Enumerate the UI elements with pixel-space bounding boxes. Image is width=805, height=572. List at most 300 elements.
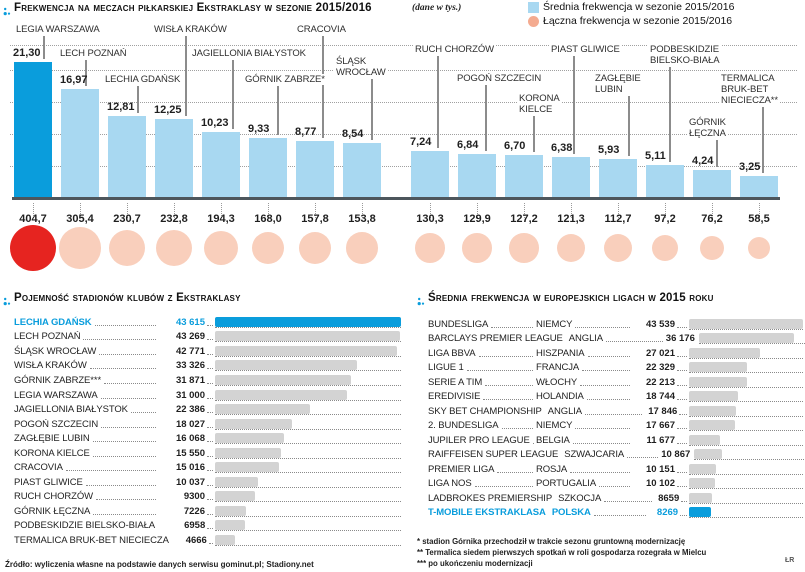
capacity-value: 16 068 xyxy=(175,433,205,445)
total-value: 157,8 xyxy=(301,213,329,225)
bar xyxy=(411,151,449,197)
capacity-bar xyxy=(215,346,397,356)
capacity-row xyxy=(14,330,401,345)
label-leader-line xyxy=(485,85,487,151)
bar xyxy=(108,116,146,197)
attendance-value: 10 867 xyxy=(661,449,691,461)
bar-track xyxy=(694,449,805,460)
axis-baseline xyxy=(12,197,780,200)
capacity-bar xyxy=(215,419,292,429)
leader-dots xyxy=(93,441,156,442)
capacity-value: 33 326 xyxy=(175,360,205,372)
capacity-bar xyxy=(215,390,347,400)
leader-dots xyxy=(131,412,156,413)
attendance-bar xyxy=(689,493,712,503)
leader-dots xyxy=(467,370,533,371)
leader-dots xyxy=(207,368,213,369)
capacity-row xyxy=(14,344,401,359)
league-name: PREMIER LIGA xyxy=(428,463,495,475)
total-circle xyxy=(509,233,538,262)
chart-title: Frekwencja na meczach piłkarskiej Ekstraklasy w sezonie 2015/2016 xyxy=(14,2,372,14)
label-leader-line xyxy=(43,36,45,59)
capacity-row xyxy=(14,388,401,403)
leader-dots xyxy=(96,499,156,500)
leader-dots xyxy=(479,356,533,357)
club-label: LECHIA GDAŃSK xyxy=(105,74,181,85)
attendance-value: 10 102 xyxy=(645,478,675,490)
country-cell xyxy=(536,464,633,475)
author-initials: ŁR xyxy=(785,557,795,564)
club-name: JAGIELLONIA BIAŁYSTOK xyxy=(14,404,128,416)
bar-track xyxy=(215,317,401,328)
league-row xyxy=(428,346,803,361)
capacity-value: 6958 xyxy=(184,520,206,532)
leader-dots xyxy=(599,486,630,487)
attendance-bar xyxy=(699,333,794,343)
leader-dots xyxy=(677,472,687,473)
country-cell xyxy=(536,391,633,402)
league-name: RAIFFEISEN SUPER LEAGUE xyxy=(428,449,559,461)
section-bullet-icon xyxy=(417,294,425,312)
leader-dots xyxy=(104,383,156,384)
bar xyxy=(693,170,731,197)
leader-dots xyxy=(677,486,687,487)
bar-track xyxy=(689,435,803,446)
capacity-value: 18 027 xyxy=(175,418,205,430)
club-label: ŚLĄSK WROCŁAW xyxy=(336,56,386,78)
leader-dots xyxy=(101,427,156,428)
bar-track xyxy=(689,362,803,373)
total-value: 127,2 xyxy=(510,213,538,225)
bar-value: 7,24 xyxy=(410,136,432,148)
units-note: (dane w tys.) xyxy=(412,3,462,13)
country-name: PORTUGALIA xyxy=(536,478,597,490)
club-name: WISŁA KRAKÓW xyxy=(14,360,87,372)
label-leader-line xyxy=(322,36,324,138)
total-value: 305,4 xyxy=(66,213,94,225)
bar-value: 6,70 xyxy=(504,140,526,152)
leader-dots xyxy=(207,528,213,529)
country-cell xyxy=(564,449,661,460)
footnote-1: * stadion Górnika przechodził w trakcie sezonu gruntowną modernizację xyxy=(417,537,686,546)
bar-track xyxy=(689,507,803,518)
capacity-bar xyxy=(215,477,258,487)
leader-dots xyxy=(604,501,652,502)
capacity-value: 10 037 xyxy=(175,476,205,488)
league-name: T-MOBILE EKSTRAKLASA xyxy=(428,507,546,519)
league-name: LIGUE 1 xyxy=(428,362,464,374)
capacity-bar xyxy=(215,375,351,385)
capacity-row xyxy=(14,315,401,330)
bar-track xyxy=(689,348,803,359)
leader-dots xyxy=(99,354,156,355)
leader-dots xyxy=(575,428,630,429)
attendance-bar xyxy=(689,348,760,358)
leader-dots xyxy=(93,456,156,457)
league-row xyxy=(428,477,803,492)
club-label: ZAGŁĘBIE LUBIN xyxy=(595,73,641,95)
attendance-bar xyxy=(689,435,720,445)
bar-track xyxy=(689,377,803,388)
capacity-value: 22 386 xyxy=(175,404,205,416)
attendance-value: 11 677 xyxy=(646,434,675,446)
capacity-value: 43 269 xyxy=(175,331,205,343)
leader-dots xyxy=(573,443,630,444)
country-cell xyxy=(548,406,645,417)
league-name: JUPILER PRO LEAGUE xyxy=(428,434,530,446)
leagues-title: Średnia frekwencja w europejskich ligach w 2015 roku xyxy=(428,292,714,304)
country-name: ANGLIA xyxy=(547,405,583,417)
label-leader-line xyxy=(762,107,764,173)
bar-track xyxy=(215,520,401,531)
country-cell xyxy=(569,333,666,344)
league-name: LIGA BBVA xyxy=(428,347,476,359)
attendance-bar xyxy=(689,420,735,430)
legend-label: Łączna frekwencja w sezonie 2015/2016 xyxy=(543,15,733,27)
leader-dots xyxy=(677,370,687,371)
label-leader-line xyxy=(185,36,187,116)
bar-track xyxy=(215,535,401,546)
club-name: RUCH CHORZÓW xyxy=(14,491,94,503)
club-label: POGOŃ SZCZECIN xyxy=(457,73,542,84)
bar-track xyxy=(689,478,803,489)
total-circle xyxy=(700,236,725,261)
country-name: HISZPANIA xyxy=(536,347,585,359)
leader-dots xyxy=(588,356,630,357)
club-label: LEGIA WARSZAWA xyxy=(16,24,100,35)
country-cell xyxy=(552,507,649,518)
league-row xyxy=(428,332,803,347)
total-circle xyxy=(557,234,586,263)
club-name: GÓRNIK ZABRZE*** xyxy=(14,374,102,386)
leader-dots xyxy=(83,339,156,340)
total-circle xyxy=(748,237,771,260)
bar xyxy=(155,119,193,197)
total-value: 97,2 xyxy=(654,213,676,225)
bar-track xyxy=(215,477,401,488)
capacity-row xyxy=(14,533,401,548)
footnote-3: *** po ukończeniu modernizacji xyxy=(417,559,533,568)
league-row xyxy=(428,419,803,434)
total-circle xyxy=(156,230,193,267)
capacity-bar xyxy=(215,317,401,327)
capacity-value: 15 016 xyxy=(175,462,205,474)
total-value: 112,7 xyxy=(604,213,632,225)
bar-value: 12,81 xyxy=(107,101,135,113)
country-name: POLSKA xyxy=(551,507,591,519)
leader-dots xyxy=(101,398,156,399)
attendance-value: 10 151 xyxy=(645,463,675,475)
capacity-chart xyxy=(2,292,400,572)
country-name: ANGLIA xyxy=(568,333,604,345)
country-name: NIEMCY xyxy=(536,318,573,330)
country-cell xyxy=(536,478,633,489)
total-value: 121,3 xyxy=(557,213,585,225)
gridline xyxy=(10,70,797,71)
capacity-value: 42 771 xyxy=(175,345,205,357)
total-circle xyxy=(59,227,100,268)
attendance-bar xyxy=(689,507,711,517)
leader-dots xyxy=(90,368,156,369)
leader-dots xyxy=(502,428,533,429)
attendance-value: 8269 xyxy=(656,507,679,519)
bar-value: 6,38 xyxy=(551,142,573,154)
league-row xyxy=(428,390,803,405)
bar xyxy=(458,154,496,197)
total-circle xyxy=(604,234,632,262)
attendance-bar xyxy=(689,406,736,416)
country-cell xyxy=(536,319,633,330)
leader-dots xyxy=(207,339,213,340)
total-circle xyxy=(299,232,331,264)
league-name: 2. BUNDESLIGA xyxy=(428,420,499,432)
leader-dots xyxy=(207,398,213,399)
section-bullet-icon xyxy=(3,294,11,312)
total-circle xyxy=(204,231,238,265)
bar-value: 16,97 xyxy=(60,74,88,86)
leader-dots xyxy=(207,412,213,413)
label-leader-line xyxy=(437,56,439,148)
leader-dots xyxy=(483,399,533,400)
capacity-value: 31 000 xyxy=(175,389,205,401)
leader-dots xyxy=(207,485,213,486)
capacity-row xyxy=(14,475,401,490)
capacity-row xyxy=(14,359,401,374)
capacity-title: Pojemność stadionów klubów z Ekstraklasy xyxy=(14,292,241,304)
capacity-value: 9300 xyxy=(183,491,205,503)
club-name: POGOŃ SZCZECIN xyxy=(14,418,99,430)
bar-value: 3,25 xyxy=(739,161,761,173)
total-value: 168,0 xyxy=(254,213,282,225)
capacity-bar xyxy=(215,331,400,341)
bar-track xyxy=(215,404,401,415)
bar-value: 4,24 xyxy=(692,155,714,167)
leader-dots xyxy=(491,327,533,328)
bar xyxy=(249,138,287,197)
label-leader-line xyxy=(371,79,373,140)
bar-track xyxy=(215,491,401,502)
leader-dots xyxy=(66,470,156,471)
bar-track xyxy=(215,346,401,357)
club-name: LEGIA WARSZAWA xyxy=(14,389,98,401)
club-label: KORONA KIELCE xyxy=(519,93,560,115)
club-name: TERMALICA BRUK-BET NIECIECZA xyxy=(14,534,169,546)
leader-dots xyxy=(570,472,630,473)
country-name: SZWAJCARIA xyxy=(564,449,625,461)
bar-track xyxy=(699,333,805,344)
country-name: FRANCJA xyxy=(536,362,580,374)
league-name: LIGA NOS xyxy=(428,478,472,490)
source-note: Źródło: wyliczenia własne na podstawie danych serwisu gominut.pl; Stadiony.net xyxy=(5,560,314,569)
attendance-bar xyxy=(689,319,803,329)
attendance-value: 18 744 xyxy=(645,391,675,403)
club-name: ŚLĄSK WROCŁAW xyxy=(14,345,97,357)
leader-dots xyxy=(207,441,213,442)
capacity-row xyxy=(14,431,401,446)
bar-value: 5,93 xyxy=(598,144,620,156)
legend-item-total xyxy=(528,15,732,27)
club-name: ZAGŁĘBIE LUBIN xyxy=(14,433,90,445)
attendance-bar xyxy=(694,449,722,459)
capacity-value: 43 615 xyxy=(175,316,205,328)
country-name: HOLANDIA xyxy=(536,391,584,403)
country-cell xyxy=(536,362,633,373)
total-circle xyxy=(252,232,285,265)
league-row xyxy=(428,491,803,506)
leader-dots xyxy=(207,514,213,515)
attendance-bar xyxy=(689,478,715,488)
attendance-value: 8659 xyxy=(658,492,680,504)
country-cell xyxy=(536,420,633,431)
section-bullet-icon xyxy=(3,4,11,22)
country-cell xyxy=(536,348,633,359)
capacity-row xyxy=(14,490,401,505)
leader-dots xyxy=(679,414,687,415)
bar xyxy=(296,141,334,197)
capacity-row xyxy=(14,402,401,417)
bar xyxy=(343,143,381,197)
capacity-row xyxy=(14,373,401,388)
total-value: 76,2 xyxy=(701,213,723,225)
league-name: BARCLAYS PREMIER LEAGUE xyxy=(428,333,563,345)
legend-label: Średnia frekwencja w sezonie 2015/2016 xyxy=(543,1,735,13)
capacity-row xyxy=(14,519,401,534)
label-leader-line xyxy=(628,96,630,156)
attendance-value: 17 846 xyxy=(648,405,678,417)
bar-track xyxy=(215,360,401,371)
club-label: RUCH CHORZÓW xyxy=(415,44,495,55)
bar xyxy=(14,62,52,197)
league-row xyxy=(428,375,803,390)
capacity-bar xyxy=(215,462,279,472)
country-name: ROSJA xyxy=(536,463,568,475)
bar-track xyxy=(689,464,803,475)
bar xyxy=(61,89,99,197)
bar-value: 8,77 xyxy=(295,126,317,138)
league-row xyxy=(428,506,803,521)
attendance-bar xyxy=(689,362,747,372)
league-name: SERIE A TIM xyxy=(428,376,483,388)
attendance-bar xyxy=(689,377,747,387)
leader-dots xyxy=(207,499,213,500)
league-name: LADBROKES PREMIERSHIP xyxy=(428,492,553,504)
leader-dots xyxy=(677,327,687,328)
leader-dots xyxy=(582,370,630,371)
capacity-bar xyxy=(215,520,245,530)
total-value: 130,3 xyxy=(416,213,444,225)
label-leader-line xyxy=(669,67,671,162)
country-name: NIEMCY xyxy=(536,420,573,432)
leader-dots xyxy=(680,515,687,516)
capacity-bar xyxy=(215,535,235,545)
leader-dots xyxy=(207,427,213,428)
leader-dots xyxy=(575,327,630,328)
leader-dots xyxy=(681,501,687,502)
capacity-bar xyxy=(215,404,310,414)
label-leader-line xyxy=(277,86,279,135)
club-label: CRACOVIA xyxy=(297,24,346,35)
club-name: GÓRNIK ŁĘCZNA xyxy=(14,505,91,517)
bar-track xyxy=(215,506,401,517)
bar xyxy=(740,176,778,197)
total-value: 129,9 xyxy=(463,213,491,225)
capacity-rows xyxy=(14,315,401,548)
leader-dots xyxy=(580,385,630,386)
capacity-value: 4666 xyxy=(185,534,207,546)
label-leader-line xyxy=(573,56,575,154)
leagues-chart xyxy=(417,292,803,572)
club-name: PODBESKIDZIE BIELSKO-BIAŁA xyxy=(14,520,156,532)
leader-dots xyxy=(677,428,687,429)
leader-dots xyxy=(475,486,533,487)
leader-dots xyxy=(207,470,213,471)
capacity-bar xyxy=(215,448,281,458)
country-cell xyxy=(536,377,633,388)
total-circle xyxy=(346,232,378,264)
bar-track xyxy=(689,420,803,431)
league-row xyxy=(428,404,803,419)
capacity-row xyxy=(14,417,401,432)
legend-square-swatch-icon xyxy=(528,2,539,13)
attendance-value: 22 329 xyxy=(645,362,675,374)
capacity-bar xyxy=(215,360,357,370)
bar-value: 12,25 xyxy=(154,104,182,116)
league-row xyxy=(428,433,803,448)
club-label: PIAST GLIWICE xyxy=(551,44,620,55)
capacity-row xyxy=(14,504,401,519)
total-circle xyxy=(462,233,492,263)
league-row xyxy=(428,462,803,477)
attendance-bar xyxy=(689,464,716,474)
club-label: TERMALICA BRUK-BET NIECIECZA** xyxy=(721,73,778,106)
bar-track xyxy=(689,493,803,504)
club-name: PIAST GLIWICE xyxy=(14,476,83,488)
leader-dots xyxy=(594,515,646,516)
total-circle xyxy=(109,230,146,267)
total-value: 404,7 xyxy=(19,213,47,225)
bar xyxy=(552,157,590,197)
bar-value: 6,84 xyxy=(457,139,479,151)
total-value: 153,8 xyxy=(348,213,376,225)
bar-value: 9,33 xyxy=(248,123,270,135)
bar xyxy=(505,155,543,197)
leader-dots xyxy=(677,356,687,357)
bar-track xyxy=(215,433,401,444)
club-name: LECH POZNAŃ xyxy=(14,331,81,343)
leader-dots xyxy=(627,457,658,458)
label-leader-line xyxy=(232,60,234,129)
bar-track xyxy=(215,448,401,459)
league-name: SKY BET CHAMPIONSHIP xyxy=(428,405,542,417)
bar xyxy=(599,159,637,197)
bar-track xyxy=(215,375,401,386)
bar-track xyxy=(689,406,803,417)
capacity-bar xyxy=(215,433,284,443)
total-value: 230,7 xyxy=(113,213,141,225)
capacity-value: 31 871 xyxy=(175,374,205,386)
club-label: PODBESKIDZIE BIELSKO-BIAŁA xyxy=(650,44,720,66)
legend-item-average xyxy=(528,1,734,13)
attendance-value: 36 176 xyxy=(665,333,695,345)
bar-track xyxy=(689,319,803,330)
capacity-row xyxy=(14,446,401,461)
country-cell xyxy=(536,435,633,446)
bar-value: 21,30 xyxy=(13,47,41,59)
leader-dots xyxy=(93,514,156,515)
leader-dots xyxy=(606,341,663,342)
capacity-value: 7226 xyxy=(183,505,205,517)
bar-track xyxy=(215,419,401,430)
